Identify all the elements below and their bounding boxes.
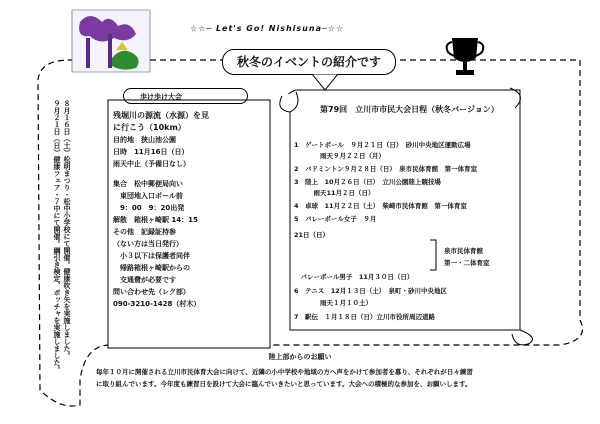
schedule-item: 2 バドミントン９月２８日（日） 泉市民体育館 第一体育室 bbox=[294, 165, 478, 173]
walking-line: 090-3210-1428（村木） bbox=[113, 300, 201, 308]
schedule-heading: 第79回 立川市市民大会日程（秋冬バージョン） bbox=[320, 105, 499, 114]
walking-line: 小３以下は保護者同伴 bbox=[113, 252, 190, 260]
walking-line: 東団地入口ポール前 bbox=[113, 192, 183, 200]
banner-text: ☆☆─ Let's Go! Nishisuna─☆☆ bbox=[190, 24, 345, 33]
schedule-item: 泉市民体育館 bbox=[444, 247, 483, 255]
schedule-item: 雨天９月２２日（月） bbox=[294, 152, 385, 160]
vertical-note: ８月１６日（土）松明まつり・松中小学校にて開催。健康吹き矢を実施しました。 bbox=[63, 100, 71, 359]
walking-line: 交通費が必要です bbox=[113, 276, 176, 284]
walking-line: 解散 箱根ヶ崎駅 14：15 bbox=[113, 216, 198, 224]
schedule-item: 6 テニス 12月１３日（土） 泉町・砂川中央地区 bbox=[294, 287, 448, 295]
walking-line: その他 記録証持参 bbox=[113, 228, 176, 236]
page-title: 秋冬のイベントの紹介です bbox=[222, 49, 396, 75]
schedule-item: 雨天１月１０土） bbox=[294, 299, 372, 307]
walking-line: 9：00 9：20出発 bbox=[113, 204, 185, 212]
down-arrow-icon bbox=[310, 74, 340, 92]
vertical-note: ９月２１日（日）健康フェア・７中にて開催。綱引き検定、ボッチャを実施しました。 bbox=[53, 100, 61, 373]
schedule-item: 4 卓球 11月２２日（土） 柴崎市民体育館 第一体育室 bbox=[294, 202, 467, 210]
trophy-icon bbox=[447, 38, 484, 75]
schedule-item: 3 陸上 10月２６日（日） 立川公園陸上競技場 bbox=[294, 178, 441, 186]
schedule-item: 5 バレーボール女子 ９月 bbox=[294, 215, 377, 223]
walking-line: 帰路箱根ヶ崎駅からの bbox=[113, 264, 190, 272]
walking-line: 雨天中止（予備日なし） bbox=[113, 160, 190, 168]
walking-line: 日時 11月16日（日） bbox=[113, 148, 189, 156]
schedule-item: 21日（日） bbox=[294, 231, 330, 239]
walking-line: に行こう（10km） bbox=[113, 123, 186, 132]
schedule-item: 7 駅伝 １月１８日（日）立川市役所周辺道路 bbox=[294, 313, 436, 321]
footer-line: 毎年１０月に開催される立川市民体育大会に向けて、近隣の小中学校や地域の方へ声をかけて参加者を募り、それぞれが日々練習 bbox=[96, 368, 473, 376]
walking-line: 集合 松中郵便局向い bbox=[113, 180, 183, 188]
walking-line: 残堀川の源流（水源）を見 bbox=[113, 111, 209, 120]
schedule-item: 1 ゲートボール ９月２１日（日） 砂川中央地区運動広場 bbox=[294, 141, 471, 149]
vertical-notes bbox=[52, 100, 72, 390]
footer-body bbox=[96, 366, 536, 390]
footer-title: 陸上部からのお願い bbox=[268, 353, 332, 361]
walking-details bbox=[113, 110, 275, 310]
walking-line: （ない方は当日発行） bbox=[113, 240, 183, 248]
footer-line: に取り組んでいます。今年度も練習日を設けて大会に臨んでいきたいと思っています。大会への積極的な参加を、お願いします。 bbox=[96, 380, 472, 388]
walking-line: 問い合わせ先（レク部） bbox=[113, 288, 190, 296]
schedule-item: バレーボール男子 11月３０日（日） bbox=[294, 273, 414, 281]
schedule-item: 雨天11月２日（日） bbox=[294, 189, 375, 197]
walking-line: 目的地 狭山池公園 bbox=[113, 136, 176, 144]
schedule-item: 第一・二体育室 bbox=[444, 259, 490, 267]
walking-heading: 歩け歩け大会 bbox=[123, 88, 248, 104]
tree-scene-icon bbox=[72, 10, 150, 72]
